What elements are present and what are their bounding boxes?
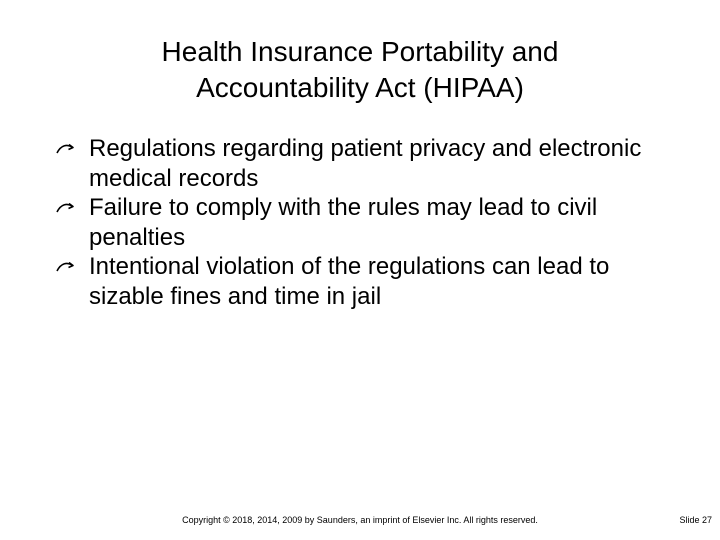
slide-title-line-2: Accountability Act (HIPAA) bbox=[196, 72, 524, 103]
curved-arrow-bullet-icon bbox=[56, 202, 76, 214]
bullet-item bbox=[56, 252, 656, 311]
slide-title bbox=[60, 34, 660, 106]
slide-title-line-1: Health Insurance Portability and bbox=[161, 36, 559, 67]
bullet-list bbox=[56, 134, 656, 311]
bullet-item bbox=[56, 134, 656, 193]
curved-arrow-bullet-icon bbox=[56, 143, 76, 155]
curved-arrow-bullet-icon bbox=[56, 261, 76, 273]
bullet-text: Failure to comply with the rules may lead to civil penalties bbox=[89, 194, 598, 251]
bullet-text: Intentional violation of the regulations can lead to sizable fines and time in jail bbox=[89, 253, 610, 310]
bullet-item bbox=[56, 193, 656, 252]
bullet-text: Regulations regarding patient privacy and electronic medical records bbox=[89, 135, 642, 192]
copyright-footer: Copyright © 2018, 2014, 2009 by Saunders, an imprint of Elsevier Inc. All rights reserved. bbox=[182, 515, 538, 525]
slide-number: Slide 27 bbox=[679, 515, 712, 525]
